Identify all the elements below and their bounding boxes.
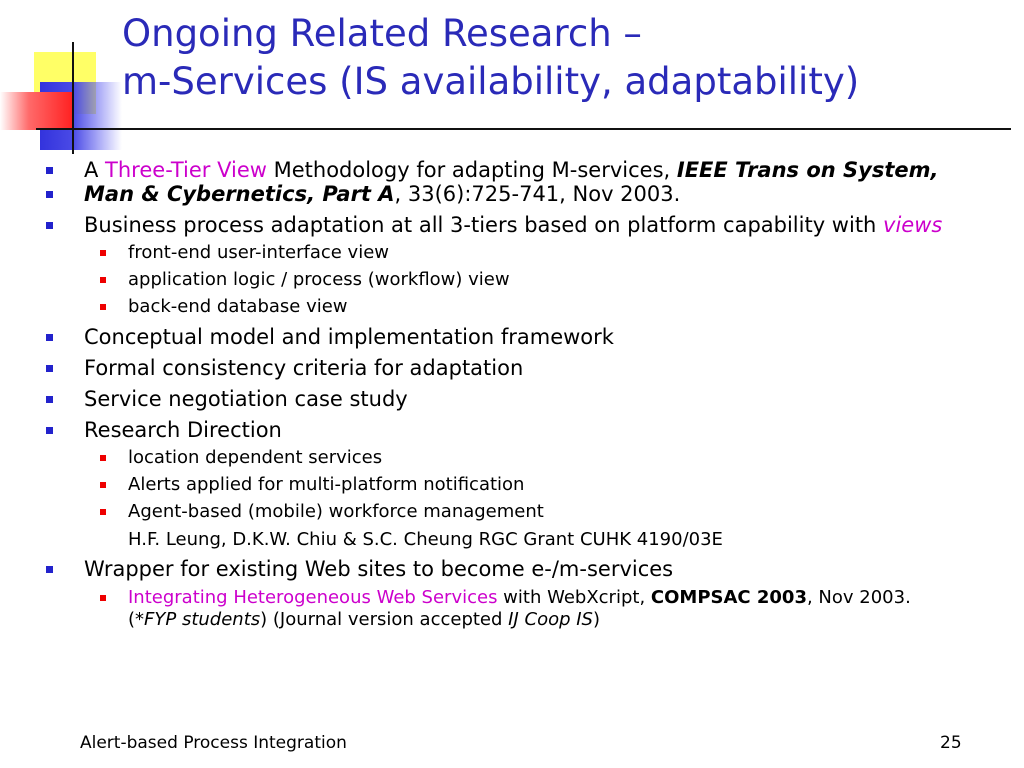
bullet-business-process xyxy=(84,213,942,237)
bullet-research-direction: Research Direction xyxy=(84,418,282,442)
bullet-negotiation-case-study: Service negotiation case study xyxy=(84,387,408,411)
bullet-conceptual-model: Conceptual model and implementation framework xyxy=(84,325,614,349)
note-open: (* xyxy=(128,609,145,630)
grant-credit: H.F. Leung, D.K.W. Chiu & S.C. Cheung RGC Grant CUHK 4190/03E xyxy=(128,529,723,550)
sub-bullet-alerts: Alerts applied for multi-platform notification xyxy=(128,474,525,495)
sub-bullet-frontend: front-end user-interface view xyxy=(128,242,389,263)
journal-name-cont: Man & Cybernetics, Part A xyxy=(84,182,395,206)
bullet-consistency-criteria: Formal consistency criteria for adaptation xyxy=(84,356,524,380)
note-close: ) xyxy=(592,609,601,630)
sub-bullet-agent-workforce: Agent-based (mobile) workforce management xyxy=(128,501,544,522)
bullet-three-tier-view-cont xyxy=(84,182,680,206)
sub-bullet-webxcript-cont xyxy=(128,609,600,631)
bullet-text: A xyxy=(84,158,106,182)
sub-bullet-text: with WebXcript, xyxy=(497,587,651,608)
bullet-three-tier-view xyxy=(84,158,939,182)
footer-title: Alert-based Process Integration xyxy=(80,733,347,753)
bullet-text: Methodology for adapting M-services, xyxy=(266,158,677,182)
bullet-web-wrapper: Wrapper for existing Web sites to become e-/m-services xyxy=(84,557,674,581)
views-emphasis: views xyxy=(883,213,943,237)
sub-bullet-location-services: location dependent services xyxy=(128,447,383,468)
integrating-services-link[interactable]: Integrating Heterogeneous Web Services xyxy=(128,587,498,608)
journal-name: IEEE Trans on System, xyxy=(676,158,939,182)
sub-bullet-backend: back-end database view xyxy=(128,296,348,317)
citation-details: , 33(6):725-741, Nov 2003. xyxy=(394,182,681,206)
three-tier-view-link[interactable]: Three-Tier View xyxy=(105,158,267,182)
journal-ij-coop-is: IJ Coop IS xyxy=(508,609,593,630)
sub-bullet-application-logic: application logic / process (workflow) view xyxy=(128,269,510,290)
title-line-2: m-Services (IS availability, adaptability) xyxy=(122,60,860,103)
fyp-students: FYP students xyxy=(144,609,261,630)
bullet-text: Business process adaptation at all 3-tiers based on platform capability with xyxy=(84,213,884,237)
note-mid: ) (Journal version accepted xyxy=(260,609,509,630)
sub-bullet-webxcript xyxy=(128,587,911,609)
page-number: 25 xyxy=(940,733,962,753)
conference-date: , Nov 2003. xyxy=(806,587,911,608)
conference-name: COMPSAC 2003 xyxy=(650,587,807,608)
title-line-1: Ongoing Related Research – xyxy=(122,12,642,55)
